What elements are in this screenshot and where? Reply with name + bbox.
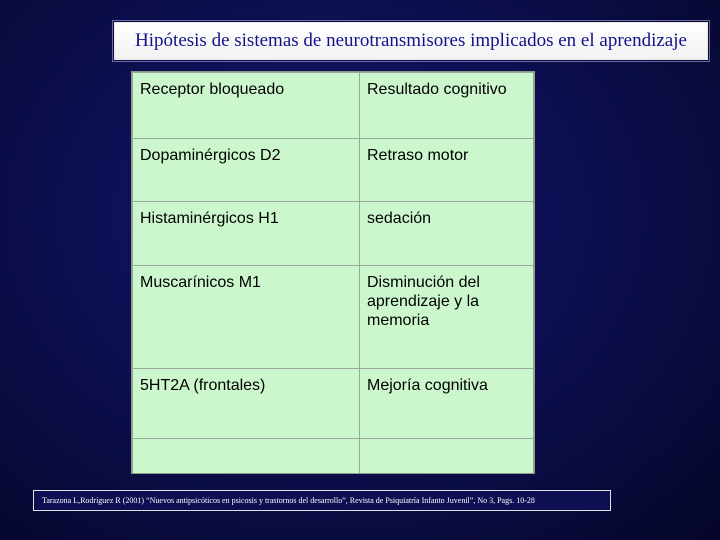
table-header-row — [133, 73, 534, 139]
table-row — [133, 202, 534, 266]
table-cell — [360, 439, 534, 475]
table-cell: Disminución del aprendizaje y la memoria — [360, 266, 534, 369]
table-cell: Dopaminérgicos D2 — [133, 139, 360, 202]
table-cell: Receptor bloqueado — [133, 73, 360, 139]
table-row — [133, 139, 534, 202]
citation-text: Tarazona L,Rodríguez R (2001) “Nuevos antipsicóticos en psicosis y trastornos del desarrollo”, Revista de Psiquiatría Infanto Juvenil”, No 3, Pags. 10-28 — [42, 496, 535, 505]
table-cell: Histaminérgicos H1 — [133, 202, 360, 266]
table-row — [133, 369, 534, 439]
table-cell — [133, 439, 360, 475]
table-cell: Retraso motor — [360, 139, 534, 202]
data-table — [132, 72, 534, 474]
table-cell: Muscarínicos M1 — [133, 266, 360, 369]
table-row — [133, 266, 534, 369]
table-cell: Resultado cognitivo — [360, 73, 534, 139]
slide-title-box — [114, 22, 708, 60]
table-row-empty — [133, 439, 534, 475]
table-cell: 5HT2A (frontales) — [133, 369, 360, 439]
table-cell: sedación — [360, 202, 534, 266]
citation-box — [33, 490, 611, 511]
slide-title: Hipótesis de sistemas de neurotransmisores implicados en el aprendizaje — [135, 30, 687, 51]
receptor-table — [131, 71, 535, 474]
table-cell: Mejoría cognitiva — [360, 369, 534, 439]
